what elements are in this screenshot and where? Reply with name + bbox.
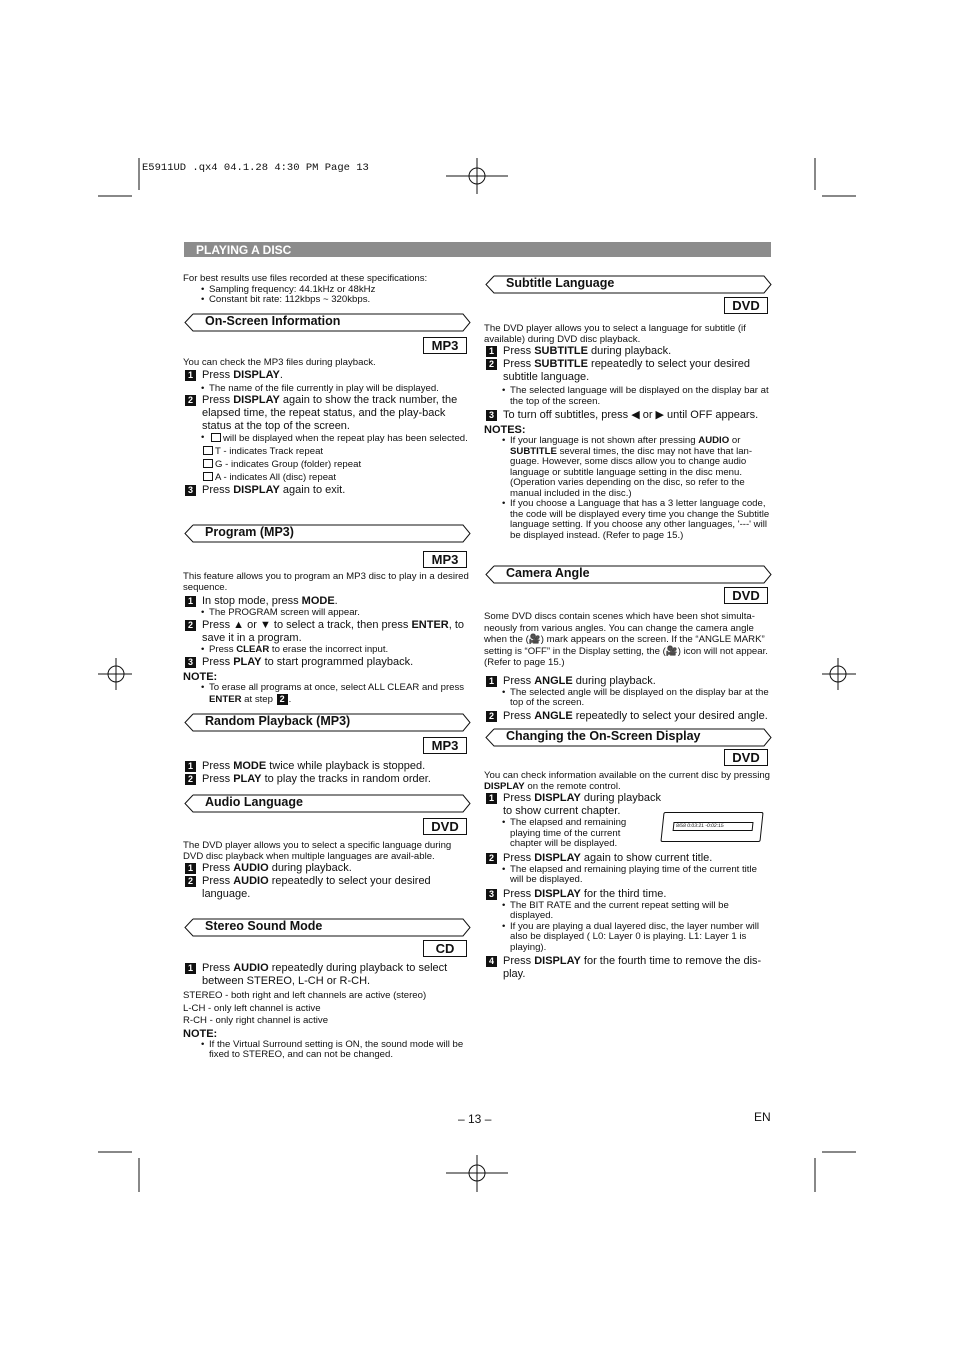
onscreen-header xyxy=(183,313,471,332)
step-note: • The name of the file currently in play will be displayed. xyxy=(183,384,471,395)
spec-item: • Sampling frequency: 44.1kHz or 48kHz xyxy=(183,285,471,296)
angle-icon: 🎥 xyxy=(665,645,678,657)
repeat-list: T - indicates Track repeat G - indicates Group (folder) repeat A - indicates All (disc) repeat xyxy=(183,445,471,484)
dvd-tag: DVD xyxy=(423,818,467,835)
stereo-section: Stereo Sound Mode CD 1 Press AUDIO repeatedly during playback to select between STEREO, L-CH or R-CH. STEREO - both right and left channels are active (stereo) L-CH - only left channel is active R-CH - only right channel is active NOTE: • If the Virtual Surround setting is ON, the sound mode will be fixed to STEREO, and can not be changed. xyxy=(183,918,471,1061)
section-bar xyxy=(184,242,771,257)
dvd-tag: DVD xyxy=(724,749,768,766)
repeat-icon xyxy=(203,446,213,455)
audio-title: Audio Language xyxy=(205,795,303,809)
repeat-icon xyxy=(211,433,221,442)
note-label: NOTE: xyxy=(183,671,218,683)
mp3-tag: MP3 xyxy=(423,551,467,568)
onscreen-title: On-Screen Information xyxy=(205,314,341,328)
mp3-tag: MP3 xyxy=(423,337,467,354)
display-title: Changing the On-Screen Display xyxy=(506,729,701,743)
language-label: EN xyxy=(754,1110,771,1124)
program-intro: This feature allows you to program an MP3 disc to play in a desired sequence. xyxy=(183,571,469,593)
program-title: Program (MP3) xyxy=(205,525,294,539)
step: 2 Press DISPLAY again to show the track number, the elapsed time, the repeat status, and the play-back status at the top of the screen. xyxy=(183,394,471,433)
step-note: • will be displayed when the repeat play has been selected. xyxy=(183,433,471,445)
random-title: Random Playback (MP3) xyxy=(205,714,351,728)
subtitle-title: Subtitle Language xyxy=(506,276,615,290)
spec-intro: For best results use files recorded at these specifications: xyxy=(183,273,428,284)
cd-tag: CD xyxy=(423,940,467,957)
random-section: Random Playback (MP3) MP3 1 Press MODE twice while playback is stopped. 2 Press PLAY to play the tracks in random order. xyxy=(183,713,471,786)
repeat-icon xyxy=(203,472,213,481)
display-section: Changing the On-Screen Display DVD You can check information available on the current disc by pressing DISPLAY on the remote control. 1 Press DISPLAY during playback to show current chapter. • The elapsed and remaining playing time of the current chapter will be displayed. 8/58 0:03:21 -0:02:15 2 Press DISPLAY again to show current title. • The elapsed and remaining playing time of the current title will be displayed. 3 Press DISPLAY for the third time. • The BIT RATE and the current repeat setting will be displayed. • If you are playing a dual layered disc, the layer number will also be displayed ( L0: Layer 0 is playing. L1: Layer 1 is playing). 4 Press DISPLAY for the fourth time to remove the dis-play. xyxy=(484,728,772,981)
onscreen-section xyxy=(183,313,471,497)
mp3-tag: MP3 xyxy=(423,737,467,754)
spec-block xyxy=(183,274,471,306)
dvd-tag: DVD xyxy=(724,297,768,314)
step-note: • The PROGRAM screen will appear. xyxy=(183,608,471,619)
section-title: PLAYING A DISC xyxy=(196,243,292,257)
angle-icon: 🎥 xyxy=(528,634,541,645)
step: 1 Press DISPLAY. xyxy=(183,369,471,382)
program-section: Program (MP3) MP3 This feature allows you to program an MP3 disc to play in a desired sequence. 1 In stop mode, press MODE. • The PROGRAM screen will appear. 2 Press ▲ or ▼ to select a track, then press ENTER, to save it in a program. • Press CLEAR to erase the incorrect input. 3 Press PLAY to start programmed playback. NOTE: • To erase all programs at once, select ALL CLEAR and press ENTER at step 2 . xyxy=(183,524,471,705)
page-number: – 13 – xyxy=(458,1112,492,1126)
onscreen-intro: You can check the MP3 files during playback. xyxy=(183,357,376,368)
audio-intro: The DVD player allows you to select a specific language during DVD disc playback when multiple languages are avail-able. xyxy=(183,840,452,862)
stereo-title: Stereo Sound Mode xyxy=(205,919,323,933)
osd-screen-illustration: 8/58 0:03:21 -0:02:15 xyxy=(660,812,763,842)
step: 3 Press DISPLAY again to exit. xyxy=(183,484,471,497)
spec-item: • Constant bit rate: 112kbps ~ 320kbps. xyxy=(183,295,471,306)
audio-section: Audio Language DVD The DVD player allows you to select a specific language during DVD disc playback when multiple languages are avail-able. 1 Press AUDIO during playback. 2 Press AUDIO repeatedly to select your desired language. xyxy=(183,794,471,901)
subtitle-section: Subtitle Language DVD The DVD player allows you to select a language for subtitle (if available) during DVD disc playback. 1 Press SUBTITLE during playback. 2 Press SUBTITLE repeatedly to select your desired subtitle language. • The selected language will be displayed on the display bar at the top of the screen. 3 To turn off subtitles, press ◀ or ▶ until OFF appears. NOTES: • If your language is not shown after pressing AUDIO or SUBTITLE several times, the disc may not have that lan-guage. However, some discs allow you to change audio language or subtitle language setting in the disc menu. (Operation varies depending on the disc, so refer to the manual included in the disc.) • If you choose a Language that has a 3 letter language code, the code will be displayed every time you change the Subtitle language setting. If you choose any other languages, '---' will be displayed instead. (Refer to page 15.) xyxy=(484,275,772,541)
angle-title: Camera Angle xyxy=(506,566,590,580)
file-meta: E5911UD .qx4 04.1.28 4:30 PM Page 13 xyxy=(142,162,369,174)
angle-section: Camera Angle DVD Some DVD discs contain scenes which have been shot simulta-neously from various angles. You can change the camera angle when the (🎥) mark appears on the screen. If the “ANGLE MARK” setting is “OFF” in the Display setting, the (🎥) icon will not appear. (Refer to page 15.) 1 Press ANGLE during playback. • The selected angle will be displayed on the display bar at the top of the screen. 2 Press ANGLE repeatedly to select your desired angle. xyxy=(484,565,772,723)
repeat-icon xyxy=(203,459,213,468)
dvd-tag: DVD xyxy=(724,587,768,604)
